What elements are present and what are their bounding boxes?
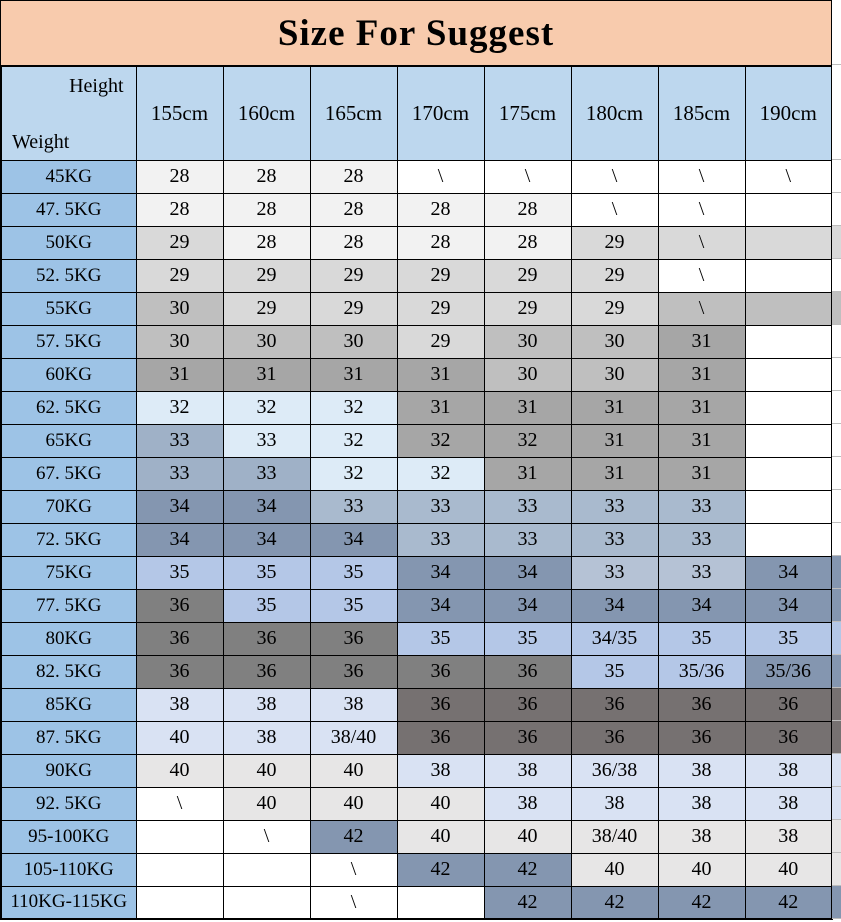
size-cell: 32 (136, 391, 223, 424)
size-cell: \ (136, 787, 223, 820)
size-cell: 34 (223, 490, 310, 523)
size-cell: 36 (484, 688, 571, 721)
size-cell: 35 (397, 622, 484, 655)
size-cell: 40 (223, 754, 310, 787)
edge-strip-segment (832, 655, 841, 688)
size-cell: 40 (397, 820, 484, 853)
edge-strip-segment (832, 589, 841, 622)
size-cell: 36 (397, 688, 484, 721)
size-cell: 38 (397, 754, 484, 787)
size-cell: 31 (397, 391, 484, 424)
size-cell: 32 (484, 424, 571, 457)
size-cell: 38 (136, 688, 223, 721)
size-cell (745, 292, 832, 325)
size-cell: 36 (310, 655, 397, 688)
size-cell: 30 (571, 358, 658, 391)
edge-strip-segment (832, 886, 841, 919)
weight-row-label: 47. 5KG (1, 193, 136, 226)
weight-row-label: 80KG (1, 622, 136, 655)
size-cell: 34 (310, 523, 397, 556)
size-cell: \ (658, 226, 745, 259)
size-cell: \ (658, 259, 745, 292)
table-row (1, 589, 832, 622)
size-cell: 33 (658, 523, 745, 556)
size-cell: 38 (745, 787, 832, 820)
edge-strip-segment (832, 358, 841, 391)
size-cell: 38 (658, 787, 745, 820)
edge-strip-segment (832, 0, 841, 65)
size-cell: 28 (223, 193, 310, 226)
edge-strip-segment (832, 325, 841, 358)
size-cell: 36 (658, 721, 745, 754)
size-cell (397, 886, 484, 919)
size-cell: 35 (310, 556, 397, 589)
table-row (1, 820, 832, 853)
size-cell: 31 (658, 358, 745, 391)
height-column-header: 170cm (397, 66, 484, 160)
size-cell: 29 (223, 292, 310, 325)
size-cell: 31 (658, 424, 745, 457)
size-cell: 40 (136, 754, 223, 787)
weight-row-label: 45KG (1, 160, 136, 193)
weight-row-label: 105-110KG (1, 853, 136, 886)
size-cell: \ (571, 160, 658, 193)
table-row (1, 292, 832, 325)
size-cell: 33 (658, 490, 745, 523)
edge-strip-segment (832, 424, 841, 457)
size-cell: 34 (484, 589, 571, 622)
size-cell: 36 (745, 688, 832, 721)
size-cell: 30 (223, 325, 310, 358)
size-cell: 38/40 (310, 721, 397, 754)
size-cell: 29 (484, 292, 571, 325)
table-row (1, 325, 832, 358)
sheet-edge-strip (832, 0, 841, 922)
header-row (1, 66, 832, 160)
size-cell: 33 (397, 523, 484, 556)
size-cell (136, 853, 223, 886)
size-cell: 28 (484, 226, 571, 259)
table-row (1, 457, 832, 490)
size-cell (745, 193, 832, 226)
size-cell: 28 (310, 160, 397, 193)
size-cell: 33 (136, 424, 223, 457)
size-cell: 35 (484, 622, 571, 655)
weight-row-label: 77. 5KG (1, 589, 136, 622)
weight-row-label: 67. 5KG (1, 457, 136, 490)
size-cell: 32 (310, 391, 397, 424)
edge-strip-segment (832, 65, 841, 160)
size-cell: 28 (136, 160, 223, 193)
size-cell: 40 (658, 853, 745, 886)
table-row (1, 160, 832, 193)
edge-strip-segment (832, 820, 841, 853)
size-cell: 33 (571, 523, 658, 556)
weight-row-label: 57. 5KG (1, 325, 136, 358)
size-cell: 31 (658, 457, 745, 490)
size-cell: 30 (484, 358, 571, 391)
size-cell: 36 (310, 622, 397, 655)
page-title: Size For Suggest (277, 13, 555, 54)
size-cell: 31 (484, 457, 571, 490)
size-cell: 40 (745, 853, 832, 886)
size-cell: 42 (484, 853, 571, 886)
height-column-header: 185cm (658, 66, 745, 160)
size-cell: 33 (223, 457, 310, 490)
size-cell: 38 (484, 787, 571, 820)
edge-strip-segment (832, 721, 841, 754)
size-cell: \ (484, 160, 571, 193)
table-row (1, 523, 832, 556)
size-cell: 28 (484, 193, 571, 226)
size-cell: 33 (571, 490, 658, 523)
size-cell: 32 (223, 391, 310, 424)
size-cell: 31 (484, 391, 571, 424)
table-row (1, 886, 832, 919)
size-cell: 31 (571, 457, 658, 490)
size-cell: 36 (136, 589, 223, 622)
size-cell: 35 (223, 589, 310, 622)
size-cell: 29 (397, 325, 484, 358)
size-cell: 34 (397, 556, 484, 589)
size-cell: 42 (310, 820, 397, 853)
size-cell: 29 (571, 292, 658, 325)
size-cell: 40 (397, 787, 484, 820)
size-cell: 29 (484, 259, 571, 292)
edge-strip-segment (832, 556, 841, 589)
size-cell: 35/36 (658, 655, 745, 688)
edge-strip-segment (832, 193, 841, 226)
table-row (1, 259, 832, 292)
table-row (1, 391, 832, 424)
height-column-header: 165cm (310, 66, 397, 160)
size-cell: 31 (571, 424, 658, 457)
table-row (1, 688, 832, 721)
size-cell: 36 (136, 622, 223, 655)
weight-row-label: 65KG (1, 424, 136, 457)
size-cell: 35 (223, 556, 310, 589)
size-cell: 29 (136, 259, 223, 292)
size-cell (745, 259, 832, 292)
size-cell: 36 (223, 622, 310, 655)
table-row (1, 622, 832, 655)
table-row (1, 424, 832, 457)
size-cell: 32 (310, 457, 397, 490)
size-cell (745, 523, 832, 556)
table-row (1, 226, 832, 259)
size-cell: 35/36 (745, 655, 832, 688)
size-cell (745, 226, 832, 259)
size-cell: 28 (136, 193, 223, 226)
size-table (0, 65, 833, 920)
weight-row-label: 85KG (1, 688, 136, 721)
size-cell (745, 424, 832, 457)
size-cell: 28 (397, 193, 484, 226)
size-cell: 29 (310, 259, 397, 292)
table-row (1, 787, 832, 820)
size-cell: 32 (397, 457, 484, 490)
height-column-header: 155cm (136, 66, 223, 160)
weight-row-label: 87. 5KG (1, 721, 136, 754)
size-cell: 38/40 (571, 820, 658, 853)
size-cell: 35 (136, 556, 223, 589)
table-row (1, 358, 832, 391)
size-cell: 36/38 (571, 754, 658, 787)
size-cell: 36 (745, 721, 832, 754)
size-cell: 38 (310, 688, 397, 721)
size-cell: 42 (397, 853, 484, 886)
size-cell: 38 (745, 820, 832, 853)
size-cell: \ (658, 160, 745, 193)
size-cell (136, 820, 223, 853)
size-cell: 34 (484, 556, 571, 589)
weight-row-label: 82. 5KG (1, 655, 136, 688)
size-cell: 31 (571, 391, 658, 424)
size-cell: 29 (310, 292, 397, 325)
size-cell: 40 (571, 853, 658, 886)
table-row (1, 193, 832, 226)
size-cell: 38 (484, 754, 571, 787)
weight-row-label: 72. 5KG (1, 523, 136, 556)
size-cell: 31 (310, 358, 397, 391)
edge-strip-segment (832, 292, 841, 325)
size-cell: 35 (310, 589, 397, 622)
size-cell: 29 (571, 259, 658, 292)
size-cell: 31 (658, 391, 745, 424)
size-cell: 34 (397, 589, 484, 622)
size-cell: 28 (310, 193, 397, 226)
size-cell (745, 358, 832, 391)
edge-strip-segment (832, 523, 841, 556)
size-cell: 40 (310, 787, 397, 820)
size-cell: 36 (484, 655, 571, 688)
size-cell: 28 (397, 226, 484, 259)
size-cell: 38 (223, 688, 310, 721)
size-cell: 30 (310, 325, 397, 358)
size-cell: 34 (223, 523, 310, 556)
size-cell: 38 (571, 787, 658, 820)
size-cell: 30 (484, 325, 571, 358)
size-cell: 34/35 (571, 622, 658, 655)
table-row (1, 853, 832, 886)
edge-strip-segment (832, 754, 841, 787)
size-cell: 30 (136, 292, 223, 325)
size-cell: 42 (745, 886, 832, 919)
height-weight-corner-cell (1, 66, 136, 160)
size-cell: 34 (571, 589, 658, 622)
size-cell: 38 (658, 820, 745, 853)
size-cell: 36 (571, 688, 658, 721)
size-cell: 34 (658, 589, 745, 622)
size-cell: 29 (397, 292, 484, 325)
weight-row-label: 75KG (1, 556, 136, 589)
table-row (1, 490, 832, 523)
size-cell: 38 (658, 754, 745, 787)
size-cell (745, 391, 832, 424)
size-cell: 42 (484, 886, 571, 919)
size-cell: \ (658, 292, 745, 325)
size-cell: 34 (136, 490, 223, 523)
size-cell: 33 (223, 424, 310, 457)
size-cell: 40 (484, 820, 571, 853)
edge-strip-segment (832, 688, 841, 721)
weight-row-label: 90KG (1, 754, 136, 787)
weight-row-label: 110KG-115KG (1, 886, 136, 919)
size-cell: 33 (571, 556, 658, 589)
size-cell: 34 (745, 589, 832, 622)
size-cell (223, 853, 310, 886)
size-cell: 33 (658, 556, 745, 589)
size-cell: 33 (310, 490, 397, 523)
size-cell: 36 (136, 655, 223, 688)
edge-strip-segment (832, 457, 841, 490)
size-cell: 36 (397, 655, 484, 688)
weight-row-label: 95-100KG (1, 820, 136, 853)
size-cell: 36 (658, 688, 745, 721)
size-cell: 28 (310, 226, 397, 259)
height-column-header: 175cm (484, 66, 571, 160)
height-column-header: 180cm (571, 66, 658, 160)
edge-strip-segment (832, 622, 841, 655)
size-cell (745, 457, 832, 490)
size-cell (223, 886, 310, 919)
size-cell: 40 (136, 721, 223, 754)
size-cell: 35 (658, 622, 745, 655)
size-cell: \ (571, 193, 658, 226)
edge-strip-segment (832, 391, 841, 424)
size-cell: 40 (310, 754, 397, 787)
size-cell: 33 (484, 490, 571, 523)
size-cell: 32 (310, 424, 397, 457)
size-cell: 29 (571, 226, 658, 259)
weight-row-label: 50KG (1, 226, 136, 259)
edge-strip-segment (832, 226, 841, 259)
size-cell: 36 (223, 655, 310, 688)
table-row (1, 754, 832, 787)
size-cell: 35 (571, 655, 658, 688)
table-row (1, 556, 832, 589)
size-cell: 34 (136, 523, 223, 556)
size-cell: 40 (223, 787, 310, 820)
size-cell: 36 (484, 721, 571, 754)
size-cell: 38 (745, 754, 832, 787)
size-cell: 36 (571, 721, 658, 754)
edge-strip-segment (832, 787, 841, 820)
size-cell: 30 (136, 325, 223, 358)
size-cell: 42 (571, 886, 658, 919)
size-cell: \ (310, 886, 397, 919)
size-cell: 31 (397, 358, 484, 391)
table-row (1, 655, 832, 688)
size-cell: 28 (223, 226, 310, 259)
size-cell (136, 886, 223, 919)
size-cell: \ (658, 193, 745, 226)
weight-row-label: 62. 5KG (1, 391, 136, 424)
size-cell: \ (223, 820, 310, 853)
size-cell: 29 (223, 259, 310, 292)
size-cell: 38 (223, 721, 310, 754)
size-cell: \ (745, 160, 832, 193)
edge-strip-segment (832, 259, 841, 292)
weight-row-label: 55KG (1, 292, 136, 325)
size-cell: 33 (136, 457, 223, 490)
size-cell: 31 (223, 358, 310, 391)
size-cell: \ (310, 853, 397, 886)
height-column-header: 190cm (745, 66, 832, 160)
corner-weight-label: Weight (12, 130, 70, 153)
table-row (1, 721, 832, 754)
corner-height-label: Height (69, 75, 124, 97)
size-cell: 29 (136, 226, 223, 259)
size-cell: 35 (745, 622, 832, 655)
size-cell: 31 (658, 325, 745, 358)
size-cell (745, 325, 832, 358)
table-body (1, 160, 832, 919)
size-cell (745, 490, 832, 523)
edge-strip-segment (832, 853, 841, 886)
size-cell: 31 (136, 358, 223, 391)
size-cell: 33 (397, 490, 484, 523)
size-cell: 32 (397, 424, 484, 457)
size-cell: \ (397, 160, 484, 193)
table-header (1, 66, 832, 160)
size-cell: 33 (484, 523, 571, 556)
edge-strip-segment (832, 490, 841, 523)
size-cell: 34 (745, 556, 832, 589)
size-cell: 29 (397, 259, 484, 292)
height-column-header: 160cm (223, 66, 310, 160)
weight-row-label: 60KG (1, 358, 136, 391)
weight-row-label: 70KG (1, 490, 136, 523)
size-cell: 36 (397, 721, 484, 754)
title-bar (0, 0, 832, 66)
edge-strip-segment (832, 160, 841, 193)
weight-row-label: 92. 5KG (1, 787, 136, 820)
size-cell: 30 (571, 325, 658, 358)
size-cell: 28 (223, 160, 310, 193)
size-cell: 42 (658, 886, 745, 919)
weight-row-label: 52. 5KG (1, 259, 136, 292)
